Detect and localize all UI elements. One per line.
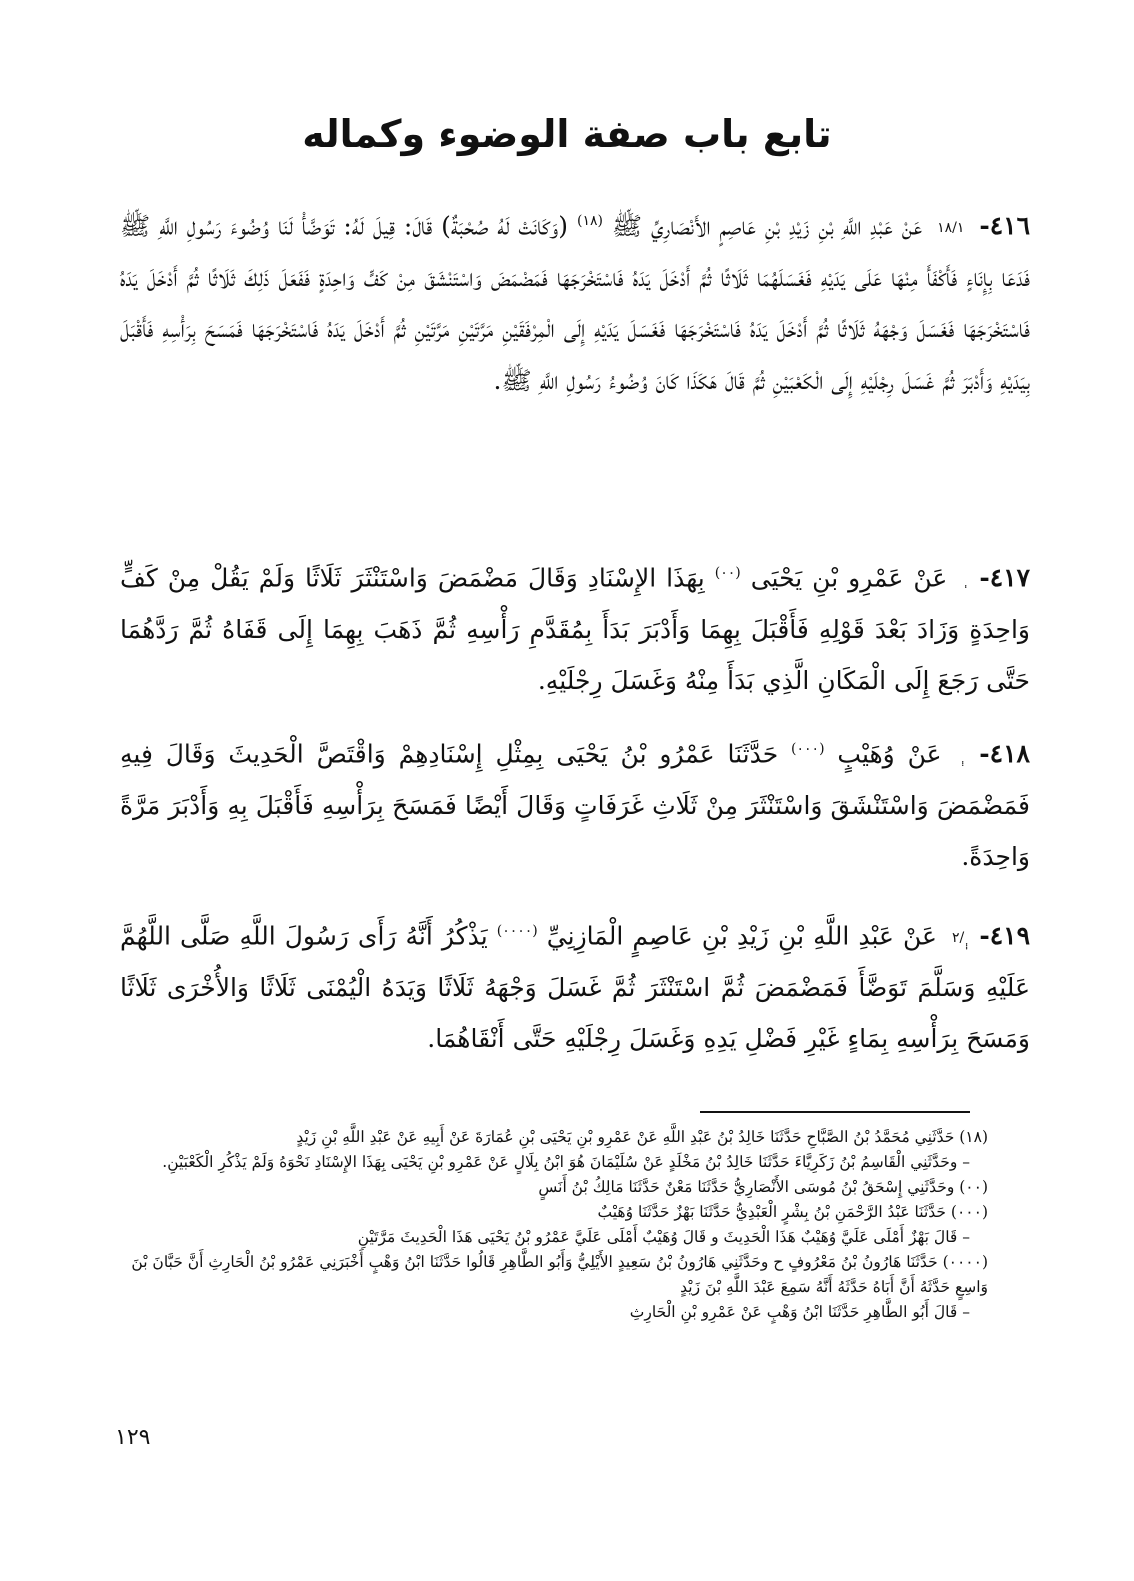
footnote: (٠٠٠٠) حَدَّثَنَا هَارُونُ بْنُ مَعْرُوفٍ ح وحَدَّثَنِي هَارُونُ بْنُ سَعِيدٍ الأَيْلِيُّ وَأَبُو الطَّاهِرِ قَالُوا حَدَّثَنَا ابْنُ وَهْبٍ أَخْبَرَنِي عَمْرُو بْنُ الْحَارِثِ أَنَّ حَبَّانَ بْنَ وَاسِعٍ حَدَّثَهُ أَنَّ أَبَاهُ حَدَّثَهُ أَنَّهُ سَمِعَ عَبْدَ اللَّهِ بْنَ زَيْدٍ: [131, 1253, 988, 1296]
hadith-417: [120, 548, 1030, 707]
page-number: ١٢٩: [115, 1425, 151, 1450]
hadith-number: ٤١٨-: [979, 739, 1030, 769]
hadith-number: ٤١٩-: [979, 921, 1031, 951]
footnote-ref: (١٨): [576, 213, 603, 229]
hadith-416: [120, 196, 1030, 406]
hadith-paragraph: [120, 196, 1030, 406]
footnote-ref: (٠٠٠٠): [496, 923, 538, 939]
footnote: – وحَدَّثَنِي الْقَاسِمُ بْنُ زَكَرِيَّاءَ حَدَّثَنَا خَالِدُ بْنُ مَخْلَدٍ عَنْ سُلَيْمَانَ هُوَ ابْنُ بِلَالٍ عَنْ عَمْرِو بْنِ يَحْيَى بِهَذَا الإِسْنَادِ نَحْوَهُ وَلَمْ يَذْكُرِ الْكَعْبَيْنِ.: [162, 1153, 970, 1171]
hadith-paragraph: [120, 548, 1030, 707]
hadith-text: بِهَذَا الإِسْنَادِ وَقَالَ مَضْمَضَ وَاسْتَنْثَرَ ثَلَاثًا وَلَمْ يَقُلْ مِنْ كَفٍّ وَاحِدَةٍ وَزَادَ بَعْدَ قَوْلِهِ فَأَقْبَلَ بِهِمَا وَأَدْبَرَ بَدَأَ بِمُقَدَّمِ رَأْسِهِ ثُمَّ ذَهَبَ بِهِمَا إِلَى قَفَاهُ ثُمَّ رَدَّهُمَا حَتَّى رَجَعَ إِلَى الْمَكَانِ الَّذِي بَدَأَ مِنْهُ وَغَسَلَ رِجْلَيْهِ.: [120, 563, 1030, 696]
hadith-text-lead: عَنْ عَمْرِو بْنِ يَحْيَى: [750, 563, 948, 593]
footnote-ref: (٠٠٠): [791, 741, 825, 757]
hadith-paragraph: [120, 906, 1030, 1065]
hadith-text: (وَكَانَتْ لَهُ صُحْبَةٌ) قَالَ: قِيلَ لَهُ: تَوَضَّأْ لَنَا وُضُوءَ رَسُولِ اللَّهِ ﷺ فَدَعَا بِإِنَاءٍ فَأَكْفَأَ مِنْهَا عَلَى يَدَيْهِ فَغَسَلَهُمَا ثَلَاثًا ثُمَّ أَدْخَلَ يَدَهُ فَاسْتَخْرَجَهَا فَمَضْمَضَ وَاسْتَنْشَقَ مِنْ كَفٍّ وَاحِدَةٍ فَفَعَلَ ذَلِكَ ثَلَاثًا ثُمَّ أَدْخَلَ يَدَهُ فَاسْتَخْرَجَهَا فَغَسَلَ وَجْهَهُ ثَلَاثًا ثُمَّ أَدْخَلَ يَدَهُ فَاسْتَخْرَجَهَا فَغَسَلَ يَدَيْهِ إِلَى الْمِرْفَقَيْنِ مَرَّتَيْنِ مَرَّتَيْنِ ثُمَّ أَدْخَلَ يَدَهُ فَاسْتَخْرَجَهَا فَمَسَحَ بِرَأْسِهِ فَأَقْبَلَ بِيَدَيْهِ وَأَدْبَرَ ثُمَّ غَسَلَ رِجْلَيْهِ إِلَى الْكَعْبَيْنِ ثُمَّ قَالَ هَكَذَا كَانَ وُضُوءُ رَسُولِ اللَّهِ ﷺ.: [120, 211, 1030, 395]
footnotes: [130, 1125, 988, 1325]
page-title: تابع باب صفة الوضوء وكماله: [302, 112, 832, 156]
hadith-418: [120, 724, 1030, 883]
hadith-marker: ١٨/١: [937, 219, 965, 236]
footnote-divider: [700, 1111, 970, 1113]
hadith-text-lead: عَنْ عَبْدِ اللَّهِ بْنِ زَيْدِ بْنِ عَاصِمٍ الأَنْصَارِيِّ ﷺ: [611, 211, 923, 241]
footnote: (١٨) حَدَّثَنِي مُحَمَّدُ بْنُ الصَّبَّاحِ حَدَّثَنَا خَالِدُ بْنُ عَبْدِ اللَّهِ عَنْ عَمْرِو بْنِ يَحْيَى بْنِ عُمَارَةَ عَنْ أَبِيهِ عَنْ عَبْدِ اللَّهِ بْنِ زَيْدٍ: [296, 1128, 988, 1146]
footnote: – قَالَ بَهْزٌ أَمْلَى عَلَيَّ وُهَيْبٌ هَذَا الْحَدِيثَ و قَالَ وُهَيْبٌ أَمْلَى عَلَيَّ عَمْرُو بْنُ يَحْيَى هَذَا الْحَدِيثَ مَرَّتَيْنِ: [357, 1228, 970, 1246]
hadith-419: [120, 906, 1030, 1065]
footnote: – قَالَ أَبُو الطَّاهِرِ حَدَّثَنَا ابْنُ وَهْبٍ عَنْ عَمْرِو بْنِ الْحَارِثِ: [629, 1303, 970, 1321]
hadith-text-lead: عَنْ وُهَيْبٍ: [837, 739, 942, 769]
hadith-text-lead: عَنْ عَبْدِ اللَّهِ بْنِ زَيْدِ بْنِ عَاصِمٍ الْمَازِنِيِّ: [546, 921, 937, 951]
footnote: (٠٠٠) حَدَّثَنَا عَبْدُ الرَّحْمَنِ بْنُ بِشْرٍ الْعَبْدِيُّ حَدَّثَنَا بَهْزٌ حَدَّثَنَا وُهَيْبٌ: [597, 1203, 988, 1221]
hadith-paragraph: [120, 724, 1030, 883]
hadith-marker: ٜٜٜٜ/٢: [952, 929, 965, 946]
footnote-ref: (٠٠): [714, 565, 741, 581]
footnote: (٠٠) وحَدَّثَنِي إِسْحَقُ بْنُ مُوسَى الأَنْصَارِيُّ حَدَّثَنَا مَعْنٌ حَدَّثَنَا مَالِكُ بْنُ أَنَسٍ: [538, 1178, 988, 1196]
hadith-number: ٤١٦-: [979, 211, 1031, 241]
hadith-text: يَذْكُرُ أَنَّهُ رَأَى رَسُولَ اللَّهِ صَلَّى اللَّهُمَّ عَلَيْهِ وَسَلَّمَ تَوَضَّأَ فَمَضْمَضَ ثُمَّ اسْتَنْثَرَ ثُمَّ غَسَلَ وَجْهَهُ ثَلَاثًا وَيَدَهُ الْيُمْنَى ثَلَاثًا وَالأُخْرَى ثَلَاثًا وَمَسَحَ بِرَأْسِهِ بِمَاءٍ غَيْرِ فَضْلِ يَدِهِ وَغَسَلَ رِجْلَيْهِ حَتَّى أَنْقَاهُمَا.: [120, 921, 1030, 1054]
hadith-text: حَدَّثَنَا عَمْرُو بْنُ يَحْيَى بِمِثْلِ إِسْنَادِهِمْ وَاقْتَصَّ الْحَدِيثَ وَقَالَ فِيهِ فَمَضْمَضَ وَاسْتَنْشَقَ وَاسْتَنْثَرَ مِنْ ثَلَاثِ غَرَفَاتٍ وَقَالَ أَيْضًا فَمَسَحَ بِرَأْسِهِ فَأَقْبَلَ بِهِ وَأَدْبَرَ مَرَّةً وَاحِدَةً.: [120, 739, 1030, 872]
hadith-number: ٤١٧-: [979, 563, 1031, 593]
